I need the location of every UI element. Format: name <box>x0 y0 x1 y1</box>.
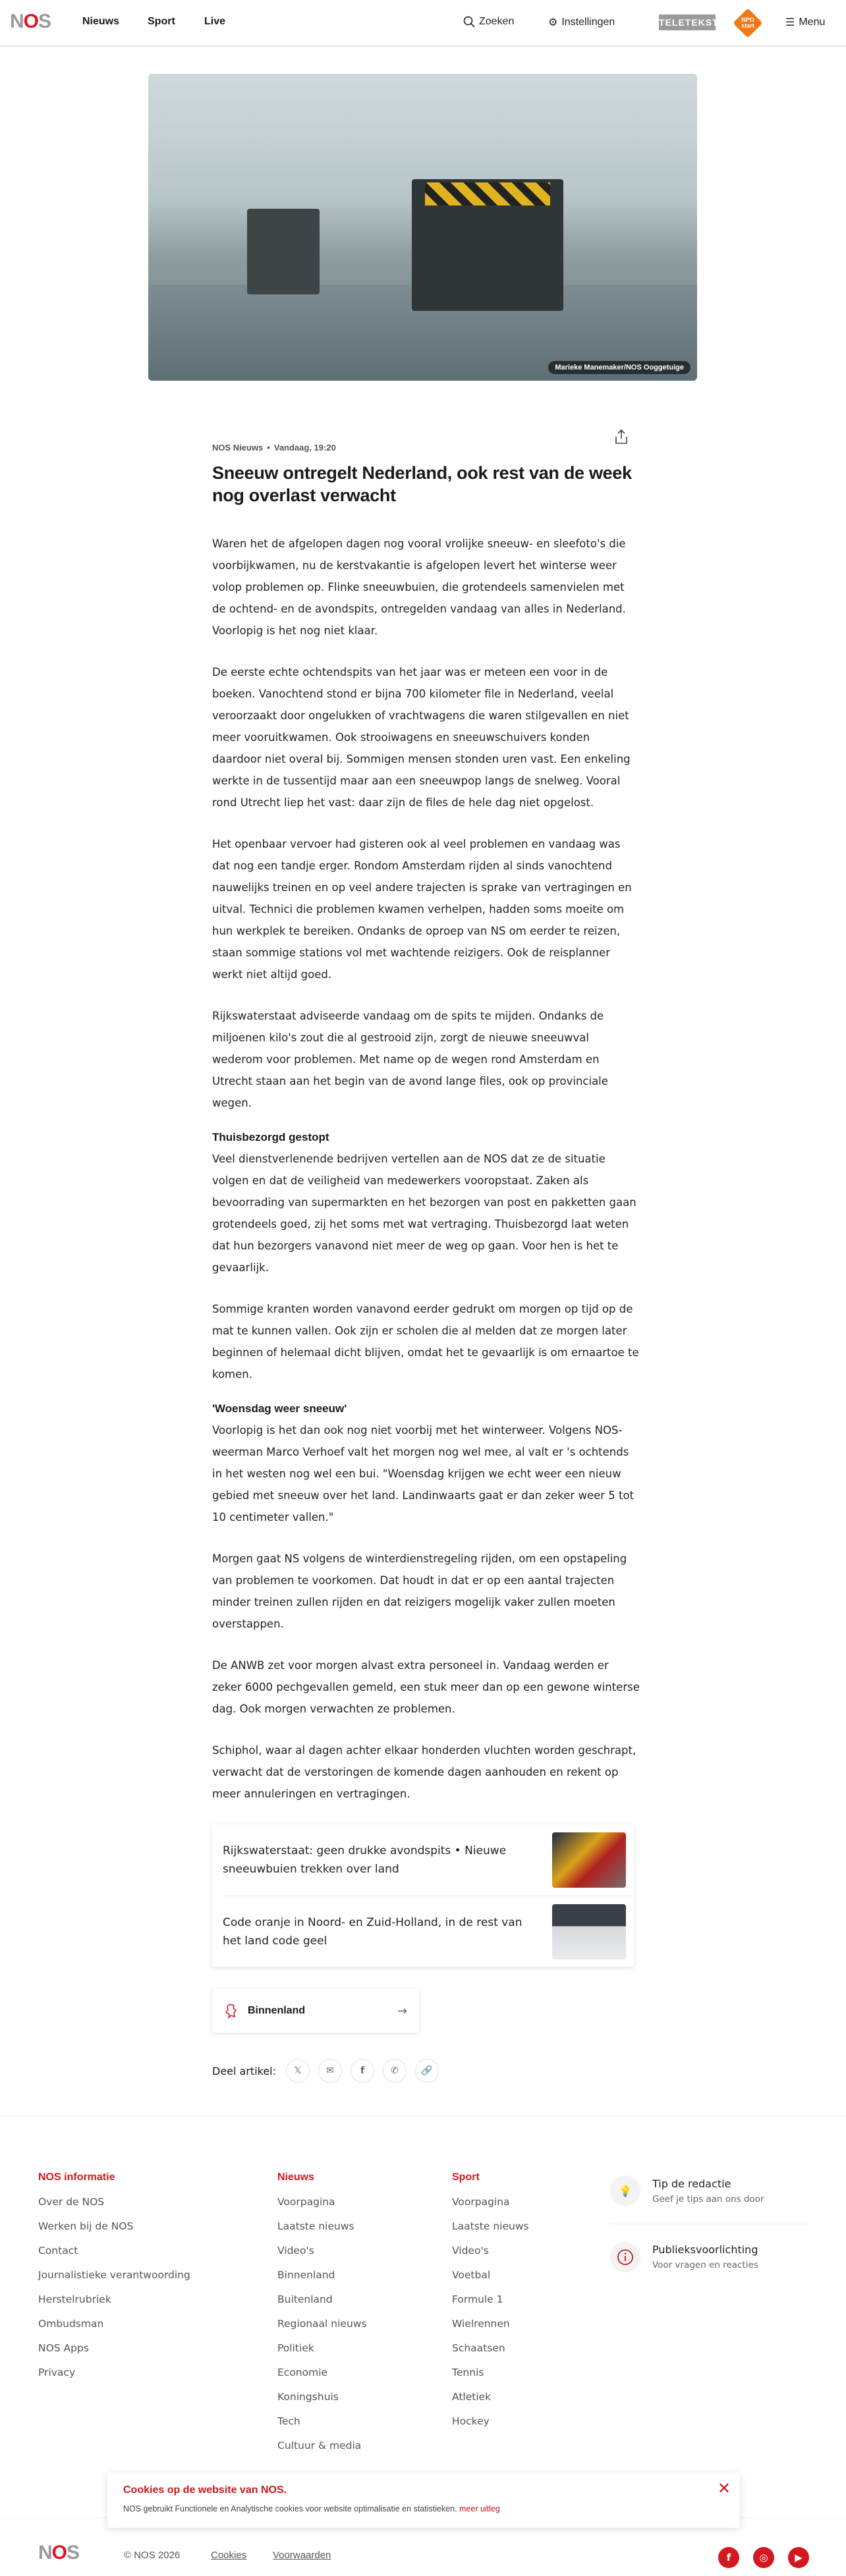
nos-footer-logo[interactable]: NOS <box>38 2542 80 2563</box>
whatsapp-icon[interactable]: ✆ <box>383 2059 407 2083</box>
footer-col-nieuws <box>277 2172 367 2458</box>
footer-link[interactable]: Journalistieke verantwoording <box>38 2269 190 2281</box>
nav-nieuws[interactable]: Nieuws <box>82 16 120 27</box>
tip-de-redactie-link[interactable] <box>610 2171 809 2210</box>
contact-title: Tip de redactie <box>652 2177 731 2190</box>
footer-heading: Nieuws <box>277 2172 315 2183</box>
footer-link[interactable]: Politiek <box>277 2342 314 2354</box>
footer-link[interactable]: Atletiek <box>452 2391 492 2403</box>
menu-button[interactable] <box>785 16 825 29</box>
search-button[interactable] <box>463 16 514 28</box>
settings-label: Instellingen <box>561 16 615 28</box>
footer-link[interactable]: Wielrennen <box>452 2318 510 2330</box>
footer <box>0 2116 846 2471</box>
arrow-right-icon: → <box>397 2004 407 2018</box>
hero-image <box>148 74 697 381</box>
footer-heading: Sport <box>452 2172 480 2183</box>
footer-link[interactable]: Ombudsman <box>38 2318 104 2330</box>
subheading: Thuisbezorgd gestopt <box>212 1131 329 1143</box>
facebook-icon[interactable]: f <box>351 2059 374 2083</box>
gear-icon: ⚙ <box>548 17 558 28</box>
footer-link[interactable]: Voorpagina <box>277 2196 335 2208</box>
instagram-icon[interactable]: ◎ <box>753 2547 774 2568</box>
contact-subtitle: Voor vragen en reacties <box>652 2260 758 2270</box>
footer-link[interactable]: Video's <box>277 2245 314 2257</box>
nav-sport[interactable]: Sport <box>148 16 175 27</box>
footer-link[interactable]: Economie <box>277 2367 328 2378</box>
youtube-icon[interactable]: ▶ <box>788 2547 809 2568</box>
copyright: © NOS 2026 <box>124 2550 181 2561</box>
nav-live[interactable]: Live <box>204 16 226 27</box>
link-icon[interactable]: 🔗 <box>415 2059 439 2083</box>
footer-col-sport <box>452 2172 529 2434</box>
footer-link[interactable]: NOS Apps <box>38 2342 89 2354</box>
footer-link[interactable]: Herstelrubriek <box>38 2293 111 2305</box>
paragraph: Sommige kranten worden vanavond eerder gedrukt om morgen op tijd op de mat te kunnen vallen. Ook zijn er scholen die al melden dat ze morgen later beginnen of helemaal dicht blijven, omdat het te gevaarlijk is om ernaartoe te komen. <box>212 1303 639 1381</box>
footer-link[interactable]: Video's <box>452 2245 489 2257</box>
info-icon <box>610 2242 640 2272</box>
contact-links <box>610 2171 809 2276</box>
warning-stripe <box>425 182 550 206</box>
footer-link[interactable]: Voetbal <box>452 2269 491 2281</box>
article-title: Sneeuw ontregelt Nederland, ook rest van de week nog overlast verwacht <box>212 463 632 505</box>
footer-link[interactable]: Tech <box>277 2415 300 2427</box>
footer-link[interactable]: Over de NOS <box>38 2196 105 2208</box>
article <box>212 443 640 2083</box>
footer-link[interactable]: Cultuur & media <box>277 2440 362 2452</box>
footer-link[interactable]: Buitenland <box>277 2293 333 2305</box>
paragraph: Veel dienstverlenende bedrijven vertellen aan de NOS dat ze de situatie volgen en dat de veiligheid van medewerkers vooropstaat. Zaken als bevoorrading van supermarkten en het bezorgen van post en pakketten gaan grotendeels goed, zij het soms met wat vertraging. Thuisbezorgd laat weten dat hun bezorgers vanavond niet meer de weg op gaan. Voor hen is het te gevaarlijk. <box>212 1153 636 1274</box>
nos-logo[interactable]: NOS <box>10 11 51 32</box>
contact-title: Publieksvoorlichting <box>652 2243 758 2256</box>
related-title: Code oranje in Noord- en Zuid-Holland, in de rest van het land code geel <box>223 1915 522 1948</box>
category-link-binnenland[interactable] <box>212 1989 419 2033</box>
npo-label: NPO start <box>741 16 754 29</box>
paragraph: Waren het de afgelopen dagen nog vooral vrolijke sneeuw- en sleefoto's die voorbijkwamen, nu de kerstvakantie is afgelopen levert het winterse weer volop problemen op. Flinke sneeuwbuien, die grotendeels samenvielen met de ochtend- en de avondspits, ontregelden vandaag van alles in Nederland. Voorlopig is het nog niet klaar. <box>212 537 626 637</box>
article-source: NOS Nieuws <box>212 443 264 452</box>
paragraph: Rijkswaterstaat adviseerde vandaag om de spits te mijden. Ondanks de miljoenen kilo's zout die al gestrooid zijn, zorgt de nieuwe sneeuwval wederom voor problemen. Met name op de wegen rond Amsterdam en Utrecht staan aan het begin van de avond lange files, ook op provinciale wegen. <box>212 1010 608 1109</box>
publieksvoorlichting-link[interactable] <box>610 2224 809 2276</box>
share-bar <box>212 2059 640 2083</box>
paragraph: De eerste echte ochtendspits van het jaar was er meteen een voor in de boeken. Vanochtend stond er bijna 700 kilometer file in Nederland, veelal veroorzaakt door ongelukken of vrachtwagens die waren stilgevallen en niet meer vooruitkwamen. Ook strooiwagens en sneeuwschuivers konden daardoor niet overal bij. Sommigen mensen stonden uren vast. Een enkeling werkte in de tussentijd maar aan een sneeuwpop langs de snelweg. Vooral rond Utrecht liep het vast: daar zijn de files de hele dag niet opgelost. <box>212 666 631 809</box>
article-meta: NOS Nieuws • Vandaag, 19:20 <box>212 443 336 452</box>
footer-link[interactable]: Schaatsen <box>452 2342 505 2354</box>
related-title: Rijkswaterstaat: geen drukke avondspits • Nieuwe sneeuwbuien trekken over land <box>223 1844 507 1876</box>
search-label: Zoeken <box>479 16 515 27</box>
share-label: Deel artikel: <box>212 2064 277 2077</box>
cookie-description: NOS gebruikt Functionele en Analytische cookies voor website optimalisatie en statistieken. <box>123 2504 457 2513</box>
site-header <box>0 0 846 47</box>
truck <box>247 209 320 294</box>
footer-link[interactable]: Tennis <box>452 2367 484 2378</box>
terms-link[interactable]: Voorwaarden <box>273 2550 331 2561</box>
paragraph: Morgen gaat NS volgens de winterdienstregeling rijden, om een opstapeling van problemen te voorkomen. Dat houdt in dat er op een aantal trajecten minder treinen zullen rijden en dat reizigers mogelijk vaker zullen moeten overstappen. <box>212 1552 627 1630</box>
footer-link[interactable]: Regionaal nieuws <box>277 2318 367 2330</box>
paragraph: Voorlopig is het dan ook nog niet voorbij met het winterweer. Volgens NOS-weerman Marco Verhoef valt het morgen nog wel mee, al valt er 's ochtends in het westen nog wel een bui. "Woensdag krijgen we echt weer een nieuw gebied met sneeuw over het land. Landinwaarts gaat er dan zeker weer 5 tot 10 centimeter vallen." <box>212 1424 634 1523</box>
footer-link[interactable]: Formule 1 <box>452 2293 503 2305</box>
related-thumbnail <box>552 1904 626 1959</box>
netherlands-map-icon <box>224 2003 239 2019</box>
npo-start-link[interactable] <box>734 9 762 37</box>
footer-link[interactable]: Laatste nieuws <box>277 2220 354 2232</box>
search-icon <box>463 16 475 28</box>
image-credit: Marieke Manemaker/NOS Ooggetuige <box>548 361 691 374</box>
category-label: Binnenland <box>248 2005 306 2016</box>
footer-link[interactable]: Koningshuis <box>277 2391 339 2403</box>
mail-icon[interactable]: ✉ <box>318 2059 342 2083</box>
related-thumbnail <box>552 1832 626 1888</box>
lightbulb-icon: 💡 <box>610 2176 640 2206</box>
contact-subtitle: Geef je tips aan ons door <box>652 2193 764 2205</box>
footer-link[interactable]: Binnenland <box>277 2269 335 2281</box>
menu-label: Menu <box>799 16 826 28</box>
related-article[interactable] <box>212 1824 634 1896</box>
footer-link[interactable]: Privacy <box>38 2367 76 2378</box>
cookie-text <box>123 2504 724 2513</box>
hamburger-icon: ☰ <box>785 17 795 28</box>
paragraph: Schiphol, waar al dagen achter elkaar honderden vluchten worden geschrapt, verwacht dat de verstoringen de komende dagen aanhouden en rekent op meer annuleringen en vertragingen. <box>212 1744 636 1800</box>
close-icon[interactable]: ✕ <box>717 2479 731 2498</box>
footer-heading: NOS informatie <box>38 2172 115 2183</box>
article-body <box>212 533 640 1805</box>
paragraph: De ANWB zet voor morgen alvast extra personeel in. Vandaag werden er zeker 6000 pechgevallen gemeld, een stuk meer dan op een gewone winterse dag. Ook morgen verwachten ze problemen. <box>212 1659 640 1715</box>
article-time: Vandaag, 19:20 <box>273 443 336 452</box>
cookie-banner <box>107 2473 740 2528</box>
related-articles <box>212 1824 634 1967</box>
facebook-icon[interactable]: f <box>718 2547 739 2568</box>
footer-link[interactable]: Contact <box>38 2245 78 2257</box>
paragraph: Het openbaar vervoer had gisteren ook al veel problemen en vandaag was dat nog een tandje erger. Rondom Amsterdam rijden al sinds vanochtend nauwelijks treinen en op veel andere trajecten is sprake van vertragingen en uitval. Technici die problemen kwamen verhelpen, hadden soms moeite om hun werkplek te bereiken. Ondanks de oproep van NS om eerder te reizen, staan sommige stations vol met wachtende reizigers. Ook de reisplanner werkt niet altijd goed. <box>212 838 632 981</box>
teletekst-link[interactable]: TELETEKST <box>659 14 716 30</box>
settings-button[interactable] <box>548 16 615 29</box>
footer-link[interactable]: Voorpagina <box>452 2196 510 2208</box>
footer-link[interactable]: Laatste nieuws <box>452 2220 529 2232</box>
subheading: 'Woensdag weer sneeuw' <box>212 1402 347 1415</box>
footer-link[interactable]: Werken bij de NOS <box>38 2220 134 2232</box>
footer-link[interactable]: Hockey <box>452 2415 490 2427</box>
cookie-title: Cookies op de website van NOS. <box>123 2484 287 2496</box>
cookie-more-link[interactable]: meer uitleg <box>459 2504 500 2513</box>
footer-col-nos-informatie <box>38 2172 190 2385</box>
x-icon[interactable]: 𝕏 <box>286 2059 310 2083</box>
cookies-link[interactable]: Cookies <box>211 2550 247 2561</box>
related-article[interactable] <box>223 1896 634 1967</box>
